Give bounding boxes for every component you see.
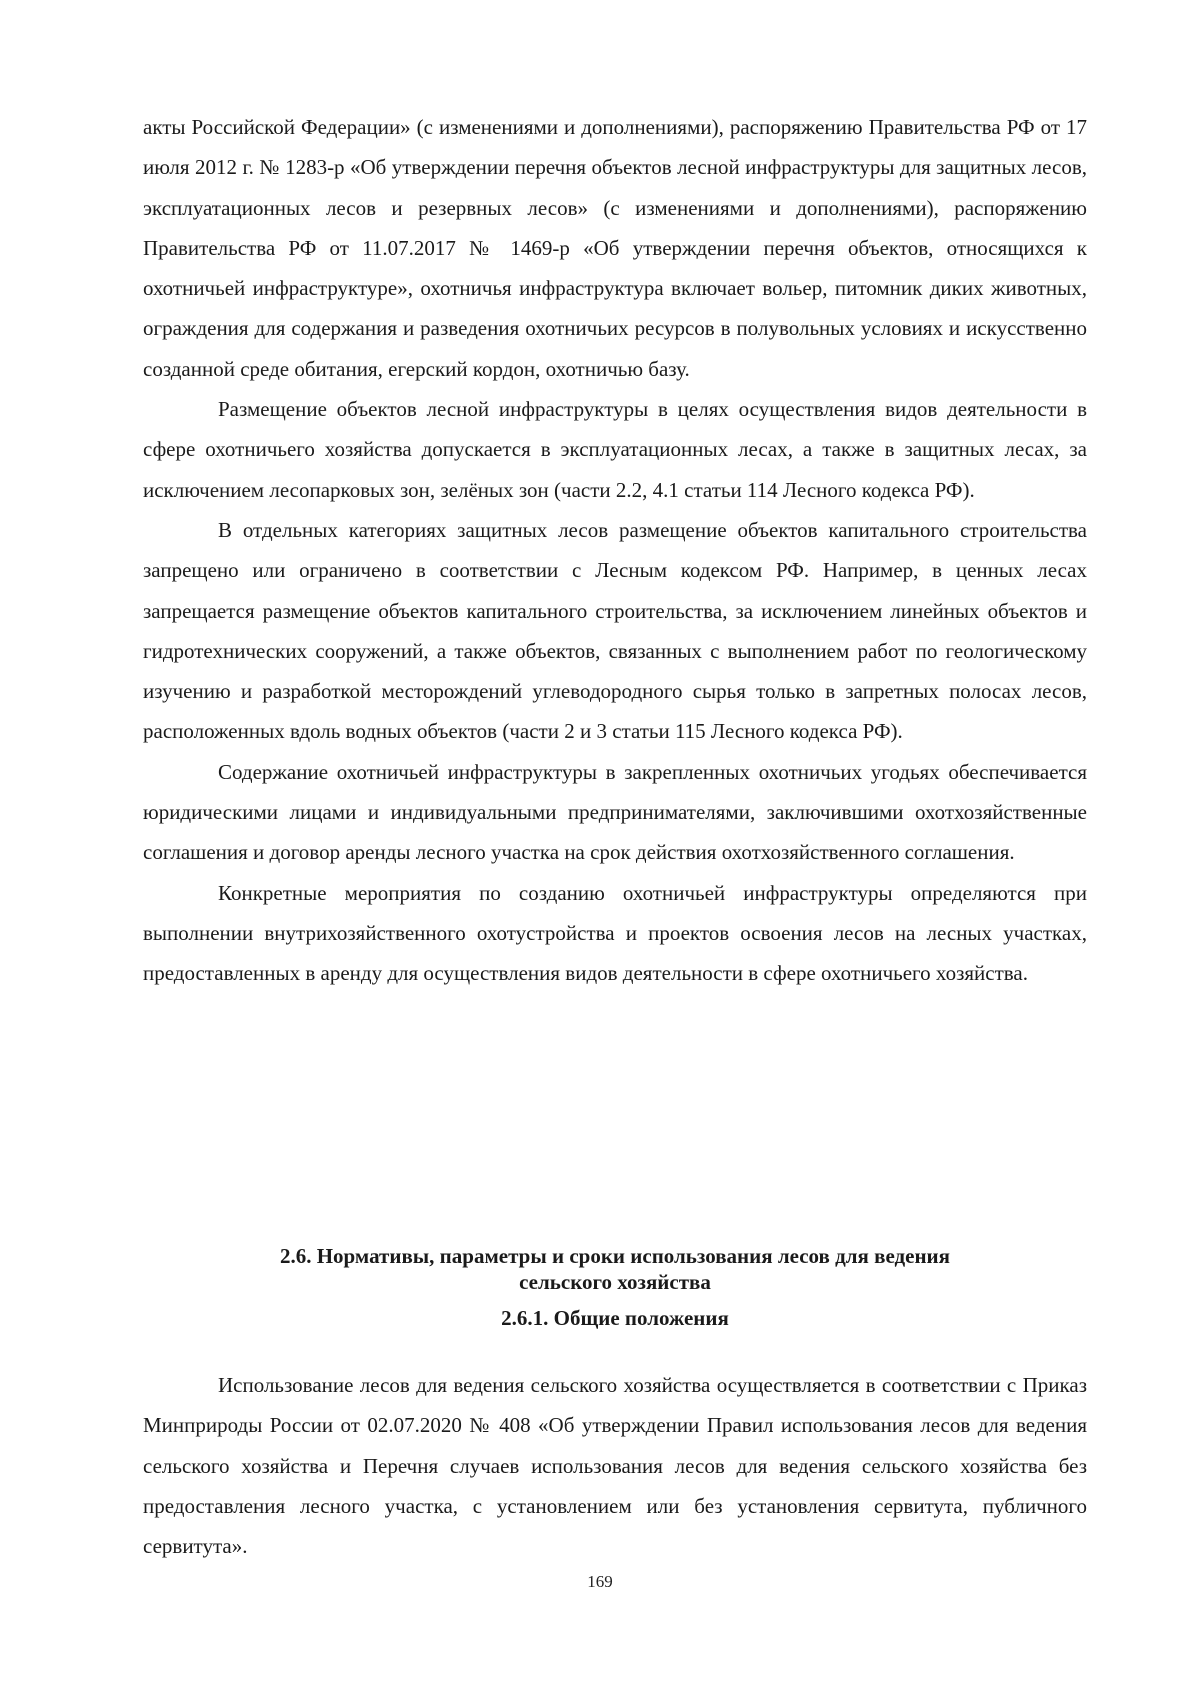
section-body-text xyxy=(143,1365,1087,1566)
paragraph-continuation: акты Российской Федерации» (с изменениями и дополнениями), распоряжению Правительства РФ от 17 июля 2012 г. № 1283-р «Об утверждении перечня объектов лесной инфраструктуры для защитных лесов, эксплуатационных лесов и резервных лесов» (с изменениями и дополнениями), распоряжению Правительства РФ от 11.07.2017 № 1469-р «Об утверждении перечня объектов, относящихся к охотничьей инфраструктуре», охотничья инфраструктура включает вольер, питомник диких животных, ограждения для содержания и разведения охотничьих ресурсов в полувольных условиях и искусственно созданной среде обитания, егерский кордон, охотничью базу. xyxy=(143,115,1087,381)
subsection-heading: 2.6.1. Общие положения xyxy=(501,1306,729,1330)
page-number: 169 xyxy=(587,1572,613,1591)
paragraph-specific-measures: Конкретные мероприятия по созданию охотничьей инфраструктуры определяются при выполнении внутрихозяйственного охотустройства и проектов освоения лесов на лесных участках, предоставленных в аренду для осуществления видов деятельности в сфере охотничьего хозяйства. xyxy=(143,880,1087,986)
section-heading-line-1: 2.6. Нормативы, параметры и сроки использования лесов для ведения xyxy=(279,1244,951,1268)
section-heading xyxy=(143,1243,1087,1295)
section-headings xyxy=(143,1243,1087,1331)
section-heading-line-2: сельского хозяйства xyxy=(519,1270,711,1294)
paragraph-infrastructure-placement: Размещение объектов лесной инфраструктуры в целях осуществления видов деятельности в сфере охотничьего хозяйства допускается в эксплуатационных лесах, а также в защитных лесах, за исключением лесопарковых зон, зелёных зон (части 2.2, 4.1 статьи 114 Лесного кодекса РФ). xyxy=(143,397,1087,502)
paragraph-protective-forests: В отдельных категориях защитных лесов размещение объектов капитального строительства запрещено или ограничено в соответствии с Лесным кодексом РФ. Например, в ценных лесах запрещается размещение объектов капитального строительства, за исключением линейных объектов и гидротехнических сооружений, а также объектов, связанных с выполнением работ по геологическому изучению и разработкой месторождений углеводородного сырья только в запретных полосах лесов, расположенных вдоль водных объектов (части 2 и 3 статьи 115 Лесного кодекса РФ). xyxy=(143,517,1087,744)
paragraph-agriculture-use: Использование лесов для ведения сельского хозяйства осуществляется в соответствии с Приказ Минприроды России от 02.07.2020 № 408 «Об утверждении Правил использования лесов для ведения сельского хозяйства и Перечня случаев использования лесов для ведения сельского хозяйства без предоставления лесного участка, с установлением или без установления сервитута, публичного сервитута». xyxy=(143,1373,1087,1559)
body-text xyxy=(143,107,1087,994)
paragraph-infrastructure-maintenance: Содержание охотничьей инфраструктуры в закрепленных охотничьих угодьях обеспечивается юридическими лицами и индивидуальными предпринимателями, заключившими охотхозяйственные соглашения и договор аренды лесного участка на срок действия охотхозяйственного соглашения. xyxy=(143,759,1087,865)
